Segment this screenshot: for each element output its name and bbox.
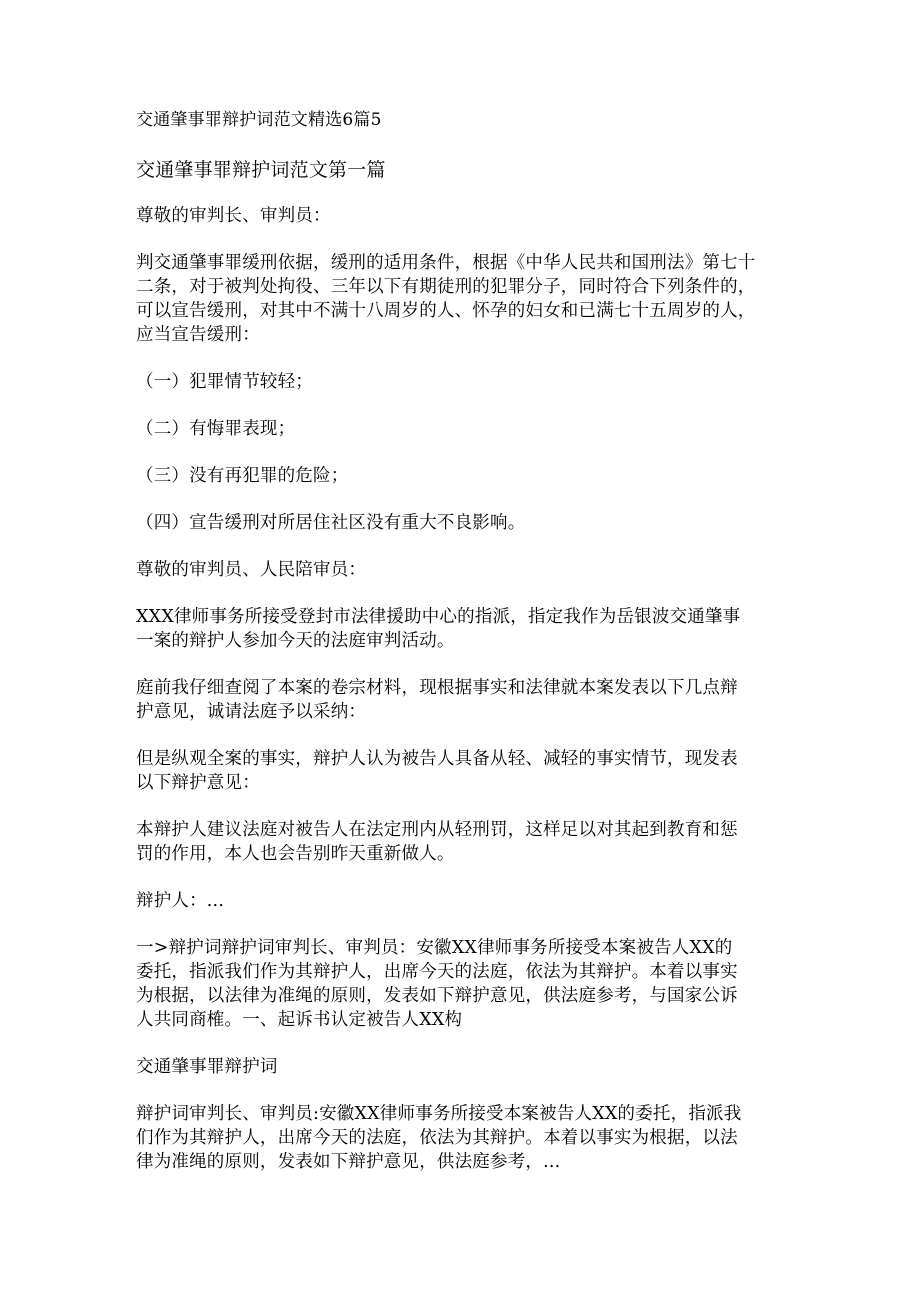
- paragraph-line: 交通肇事罪辩护词: [136, 1057, 278, 1077]
- body-paragraph: [136, 936, 796, 1032]
- paragraph-line: 应当宣告缓刑：: [136, 325, 260, 345]
- paragraph-line: 委托，指派我们作为其辩护人，出席今天的法庭，依法为其辩护。本着以事实: [136, 962, 738, 982]
- paragraph-line: 以下辩护意见：: [136, 773, 260, 793]
- document-body: [136, 204, 796, 1174]
- paragraph-line: （一）犯罪情节较轻；: [136, 372, 313, 392]
- paragraph-line: 但是纵观全案的事实，辩护人认为被告人具备从轻、减轻的事实情节，现发表: [136, 749, 738, 769]
- paragraph-line: 人共同商榷。一、起诉书认定被告人XX构: [136, 1010, 463, 1030]
- body-paragraph: [136, 1102, 796, 1174]
- body-paragraph: [136, 204, 796, 228]
- document-page: [136, 108, 796, 1197]
- body-paragraph: [136, 605, 796, 653]
- paragraph-line: 本辩护人建议法庭对被告人在法定刑内从轻刑罚，这样足以对其起到教育和惩: [136, 820, 738, 840]
- paragraph-line: 为根据，以法律为准绳的原则，发表如下辩护意见，供法庭参考，与国家公诉: [136, 986, 738, 1006]
- paragraph-line: 一>辩护词辩护词审判长、审判员：安徽XX律师事务所接受本案被告人XX的: [136, 938, 733, 958]
- body-paragraph: [136, 818, 796, 866]
- paragraph-line: （四）宣告缓刑对所居住社区没有重大不良影响。: [136, 513, 526, 533]
- paragraph-line: 罚的作用，本人也会告别昨天重新做人。: [136, 844, 455, 864]
- document-title: 交通肇事罪辩护词范文精选6篇5: [136, 110, 382, 130]
- section-heading: 交通肇事罪辩护词范文第一篇: [136, 159, 386, 181]
- paragraph-line: 一案的辩护人参加今天的法庭审判活动。: [136, 631, 455, 651]
- body-paragraph: [136, 464, 796, 488]
- paragraph-line: 尊敬的审判员、人民陪审员：: [136, 560, 367, 580]
- body-paragraph: [136, 370, 796, 394]
- body-paragraph: [136, 747, 796, 795]
- body-paragraph: [136, 511, 796, 535]
- paragraph-line: （二）有悔罪表现；: [136, 419, 296, 439]
- paragraph-line: 庭前我仔细查阅了本案的卷宗材料，现根据事实和法律就本案发表以下几点辩: [136, 678, 738, 698]
- paragraph-line: 辩护词审判长、审判员:安徽XX律师事务所接受本案被告人XX的委托，指派我: [136, 1104, 742, 1124]
- paragraph-line: 判交通肇事罪缓刑依据，缓刑的适用条件，根据《中华人民共和国刑法》第七十: [136, 253, 756, 273]
- body-paragraph: [136, 251, 796, 347]
- paragraph-line: 辩护人：...: [136, 891, 225, 911]
- paragraph-line: 尊敬的审判长、审判员：: [136, 206, 331, 226]
- paragraph-line: XXX律师事务所接受登封市法律援助中心的指派，指定我作为岳银波交通肇事: [136, 607, 741, 627]
- paragraph-line: 护意见，诚请法庭予以采纳：: [136, 702, 367, 722]
- body-paragraph: [136, 558, 796, 582]
- body-paragraph: [136, 417, 796, 441]
- paragraph-line: 可以宣告缓刑，对其中不满十八周岁的人、怀孕的妇女和已满七十五周岁的人，: [136, 301, 756, 321]
- paragraph-line: （三）没有再犯罪的危险；: [136, 466, 349, 486]
- paragraph-line: 律为准绳的原则，发表如下辩护意见，供法庭参考，...: [136, 1152, 561, 1172]
- paragraph-line: 二条，对于被判处拘役、三年以下有期徒刑的犯罪分子，同时符合下列条件的，: [136, 277, 756, 297]
- body-paragraph: [136, 676, 796, 724]
- body-paragraph: [136, 1055, 796, 1079]
- body-paragraph: [136, 889, 796, 913]
- paragraph-line: 们作为其辩护人，出席今天的法庭，依法为其辩护。本着以事实为根据，以法: [136, 1128, 738, 1148]
